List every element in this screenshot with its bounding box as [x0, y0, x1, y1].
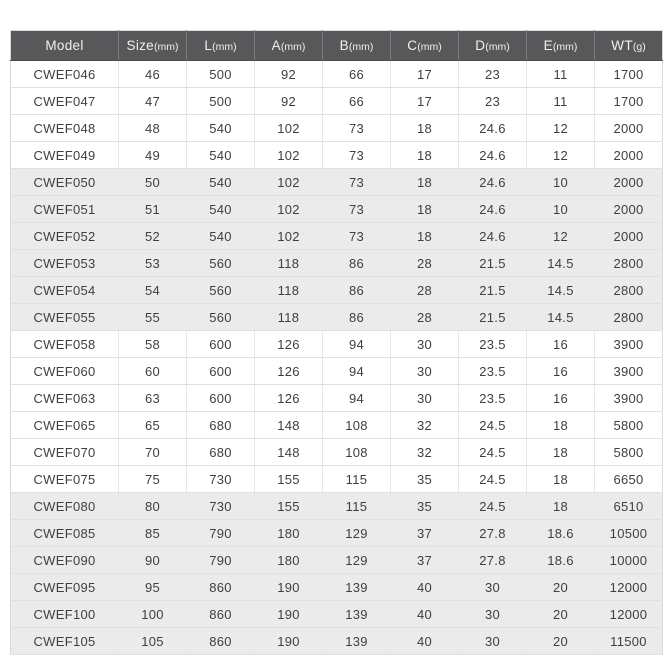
value-cell: 680: [187, 412, 255, 439]
column-label: D: [475, 38, 486, 53]
value-cell: 102: [255, 196, 323, 223]
column-unit: (mm): [153, 41, 179, 53]
value-cell: 94: [323, 358, 391, 385]
value-cell: 95: [119, 574, 187, 601]
model-cell: CWEF049: [11, 142, 119, 169]
value-cell: 102: [255, 223, 323, 250]
value-cell: 73: [323, 169, 391, 196]
value-cell: 2800: [595, 250, 663, 277]
value-cell: 30: [459, 601, 527, 628]
column-header-c: [391, 31, 459, 61]
value-cell: 73: [323, 196, 391, 223]
value-cell: 37: [391, 520, 459, 547]
value-cell: 108: [323, 439, 391, 466]
value-cell: 12: [527, 142, 595, 169]
table-row: [11, 304, 663, 331]
value-cell: 12000: [595, 601, 663, 628]
value-cell: 680: [187, 439, 255, 466]
value-cell: 32: [391, 439, 459, 466]
value-cell: 2000: [595, 115, 663, 142]
value-cell: 92: [255, 88, 323, 115]
table-row: [11, 520, 663, 547]
value-cell: 24.6: [459, 115, 527, 142]
value-cell: 10000: [595, 547, 663, 574]
value-cell: 73: [323, 115, 391, 142]
value-cell: 90: [119, 547, 187, 574]
value-cell: 108: [323, 412, 391, 439]
value-cell: 102: [255, 142, 323, 169]
value-cell: 118: [255, 250, 323, 277]
column-label: L: [204, 38, 213, 53]
table-row: [11, 142, 663, 169]
value-cell: 24.6: [459, 196, 527, 223]
value-cell: 148: [255, 439, 323, 466]
value-cell: 560: [187, 304, 255, 331]
value-cell: 500: [187, 61, 255, 88]
column-unit: (mm): [348, 41, 374, 53]
product-spec-table: [10, 30, 663, 655]
value-cell: 48: [119, 115, 187, 142]
value-cell: 2000: [595, 223, 663, 250]
value-cell: 500: [187, 88, 255, 115]
model-cell: CWEF075: [11, 466, 119, 493]
value-cell: 18: [391, 196, 459, 223]
value-cell: 30: [391, 358, 459, 385]
value-cell: 190: [255, 601, 323, 628]
value-cell: 730: [187, 466, 255, 493]
value-cell: 11: [527, 61, 595, 88]
table-row: [11, 493, 663, 520]
column-header-a: [255, 31, 323, 61]
value-cell: 3900: [595, 358, 663, 385]
value-cell: 155: [255, 493, 323, 520]
value-cell: 24.6: [459, 142, 527, 169]
value-cell: 155: [255, 466, 323, 493]
value-cell: 28: [391, 277, 459, 304]
value-cell: 139: [323, 628, 391, 655]
value-cell: 2800: [595, 304, 663, 331]
table-row: [11, 412, 663, 439]
model-cell: CWEF050: [11, 169, 119, 196]
value-cell: 10: [527, 169, 595, 196]
value-cell: 40: [391, 574, 459, 601]
value-cell: 180: [255, 547, 323, 574]
value-cell: 17: [391, 61, 459, 88]
value-cell: 105: [119, 628, 187, 655]
value-cell: 129: [323, 520, 391, 547]
value-cell: 28: [391, 304, 459, 331]
table-row: [11, 331, 663, 358]
value-cell: 3900: [595, 385, 663, 412]
value-cell: 23: [459, 61, 527, 88]
column-header-e: [527, 31, 595, 61]
value-cell: 70: [119, 439, 187, 466]
value-cell: 21.5: [459, 304, 527, 331]
value-cell: 12: [527, 223, 595, 250]
value-cell: 63: [119, 385, 187, 412]
value-cell: 46: [119, 61, 187, 88]
value-cell: 560: [187, 277, 255, 304]
value-cell: 23.5: [459, 358, 527, 385]
column-label: B: [339, 38, 349, 53]
value-cell: 30: [459, 628, 527, 655]
value-cell: 600: [187, 358, 255, 385]
value-cell: 540: [187, 115, 255, 142]
value-cell: 18: [391, 142, 459, 169]
value-cell: 139: [323, 601, 391, 628]
column-unit: (mm): [485, 41, 510, 53]
value-cell: 80: [119, 493, 187, 520]
value-cell: 65: [119, 412, 187, 439]
model-cell: CWEF090: [11, 547, 119, 574]
table-row: [11, 88, 663, 115]
value-cell: 18.6: [527, 547, 595, 574]
value-cell: 540: [187, 142, 255, 169]
value-cell: 94: [323, 385, 391, 412]
value-cell: 92: [255, 61, 323, 88]
value-cell: 24.5: [459, 493, 527, 520]
value-cell: 50: [119, 169, 187, 196]
model-cell: CWEF065: [11, 412, 119, 439]
value-cell: 1700: [595, 61, 663, 88]
value-cell: 18: [391, 223, 459, 250]
table-row: [11, 115, 663, 142]
value-cell: 27.8: [459, 520, 527, 547]
column-label: WT: [611, 38, 633, 53]
value-cell: 102: [255, 169, 323, 196]
value-cell: 75: [119, 466, 187, 493]
value-cell: 18: [391, 169, 459, 196]
value-cell: 24.6: [459, 223, 527, 250]
value-cell: 66: [323, 61, 391, 88]
table-row: [11, 277, 663, 304]
value-cell: 126: [255, 331, 323, 358]
value-cell: 32: [391, 412, 459, 439]
value-cell: 5800: [595, 412, 663, 439]
value-cell: 73: [323, 142, 391, 169]
table-row: [11, 385, 663, 412]
value-cell: 54: [119, 277, 187, 304]
value-cell: 52: [119, 223, 187, 250]
value-cell: 51: [119, 196, 187, 223]
value-cell: 18.6: [527, 520, 595, 547]
value-cell: 17: [391, 88, 459, 115]
column-label: C: [407, 38, 418, 53]
value-cell: 139: [323, 574, 391, 601]
value-cell: 600: [187, 385, 255, 412]
value-cell: 2000: [595, 169, 663, 196]
value-cell: 860: [187, 574, 255, 601]
value-cell: 14.5: [527, 250, 595, 277]
value-cell: 16: [527, 385, 595, 412]
column-unit: (mm): [212, 41, 237, 53]
model-cell: CWEF055: [11, 304, 119, 331]
table-row: [11, 628, 663, 655]
column-unit: (mm): [552, 41, 578, 53]
value-cell: 100: [119, 601, 187, 628]
model-cell: CWEF085: [11, 520, 119, 547]
column-header-wt: [595, 31, 663, 61]
value-cell: 86: [323, 277, 391, 304]
header-row: [11, 31, 663, 61]
value-cell: 85: [119, 520, 187, 547]
value-cell: 126: [255, 385, 323, 412]
value-cell: 73: [323, 223, 391, 250]
value-cell: 30: [459, 574, 527, 601]
value-cell: 28: [391, 250, 459, 277]
value-cell: 40: [391, 601, 459, 628]
value-cell: 66: [323, 88, 391, 115]
value-cell: 115: [323, 466, 391, 493]
column-unit: (mm): [417, 41, 442, 53]
value-cell: 6510: [595, 493, 663, 520]
table-row: [11, 358, 663, 385]
table-row: [11, 439, 663, 466]
value-cell: 21.5: [459, 250, 527, 277]
value-cell: 20: [527, 628, 595, 655]
value-cell: 190: [255, 628, 323, 655]
value-cell: 12: [527, 115, 595, 142]
table-row: [11, 196, 663, 223]
value-cell: 18: [527, 466, 595, 493]
column-label: Size: [126, 38, 154, 53]
table-row: [11, 169, 663, 196]
value-cell: 23.5: [459, 385, 527, 412]
model-cell: CWEF052: [11, 223, 119, 250]
value-cell: 24.5: [459, 412, 527, 439]
value-cell: 126: [255, 358, 323, 385]
value-cell: 11: [527, 88, 595, 115]
value-cell: 3900: [595, 331, 663, 358]
value-cell: 115: [323, 493, 391, 520]
value-cell: 180: [255, 520, 323, 547]
value-cell: 20: [527, 601, 595, 628]
column-label: A: [271, 38, 281, 53]
model-cell: CWEF060: [11, 358, 119, 385]
value-cell: 58: [119, 331, 187, 358]
table-row: [11, 547, 663, 574]
table-row: [11, 574, 663, 601]
value-cell: 540: [187, 223, 255, 250]
value-cell: 47: [119, 88, 187, 115]
value-cell: 600: [187, 331, 255, 358]
value-cell: 18: [527, 493, 595, 520]
model-cell: CWEF048: [11, 115, 119, 142]
column-header-l: [187, 31, 255, 61]
column-unit: (g): [632, 41, 646, 53]
model-cell: CWEF046: [11, 61, 119, 88]
value-cell: 102: [255, 115, 323, 142]
value-cell: 24.5: [459, 439, 527, 466]
column-header-d: [459, 31, 527, 61]
model-cell: CWEF047: [11, 88, 119, 115]
model-cell: CWEF100: [11, 601, 119, 628]
value-cell: 12000: [595, 574, 663, 601]
model-cell: CWEF053: [11, 250, 119, 277]
value-cell: 27.8: [459, 547, 527, 574]
value-cell: 540: [187, 169, 255, 196]
value-cell: 30: [391, 385, 459, 412]
table-row: [11, 466, 663, 493]
value-cell: 730: [187, 493, 255, 520]
value-cell: 2000: [595, 142, 663, 169]
table-header: [11, 31, 663, 61]
model-cell: CWEF058: [11, 331, 119, 358]
value-cell: 37: [391, 547, 459, 574]
column-label: Model: [45, 38, 84, 53]
value-cell: 40: [391, 628, 459, 655]
value-cell: 540: [187, 196, 255, 223]
column-header-b: [323, 31, 391, 61]
value-cell: 860: [187, 628, 255, 655]
value-cell: 18: [527, 412, 595, 439]
table-row: [11, 250, 663, 277]
value-cell: 118: [255, 304, 323, 331]
value-cell: 790: [187, 520, 255, 547]
value-cell: 18: [391, 115, 459, 142]
value-cell: 24.6: [459, 169, 527, 196]
model-cell: CWEF063: [11, 385, 119, 412]
value-cell: 14.5: [527, 304, 595, 331]
value-cell: 5800: [595, 439, 663, 466]
value-cell: 2000: [595, 196, 663, 223]
value-cell: 35: [391, 493, 459, 520]
value-cell: 35: [391, 466, 459, 493]
model-cell: CWEF070: [11, 439, 119, 466]
value-cell: 55: [119, 304, 187, 331]
value-cell: 1700: [595, 88, 663, 115]
model-cell: CWEF095: [11, 574, 119, 601]
value-cell: 21.5: [459, 277, 527, 304]
table-row: [11, 601, 663, 628]
value-cell: 49: [119, 142, 187, 169]
column-header-size: [119, 31, 187, 61]
table-body: [11, 61, 663, 655]
value-cell: 18: [527, 439, 595, 466]
value-cell: 94: [323, 331, 391, 358]
value-cell: 23: [459, 88, 527, 115]
column-unit: (mm): [280, 41, 306, 53]
value-cell: 20: [527, 574, 595, 601]
model-cell: CWEF051: [11, 196, 119, 223]
value-cell: 118: [255, 277, 323, 304]
value-cell: 560: [187, 250, 255, 277]
value-cell: 14.5: [527, 277, 595, 304]
table-row: [11, 223, 663, 250]
column-header-model: [11, 31, 119, 61]
value-cell: 10: [527, 196, 595, 223]
value-cell: 2800: [595, 277, 663, 304]
value-cell: 23.5: [459, 331, 527, 358]
value-cell: 53: [119, 250, 187, 277]
value-cell: 790: [187, 547, 255, 574]
value-cell: 860: [187, 601, 255, 628]
value-cell: 148: [255, 412, 323, 439]
value-cell: 60: [119, 358, 187, 385]
value-cell: 190: [255, 574, 323, 601]
value-cell: 6650: [595, 466, 663, 493]
model-cell: CWEF105: [11, 628, 119, 655]
value-cell: 30: [391, 331, 459, 358]
value-cell: 10500: [595, 520, 663, 547]
value-cell: 129: [323, 547, 391, 574]
value-cell: 16: [527, 358, 595, 385]
value-cell: 24.5: [459, 466, 527, 493]
column-label: E: [543, 38, 553, 53]
model-cell: CWEF080: [11, 493, 119, 520]
model-cell: CWEF054: [11, 277, 119, 304]
value-cell: 86: [323, 250, 391, 277]
value-cell: 86: [323, 304, 391, 331]
value-cell: 16: [527, 331, 595, 358]
table-row: [11, 61, 663, 88]
value-cell: 11500: [595, 628, 663, 655]
